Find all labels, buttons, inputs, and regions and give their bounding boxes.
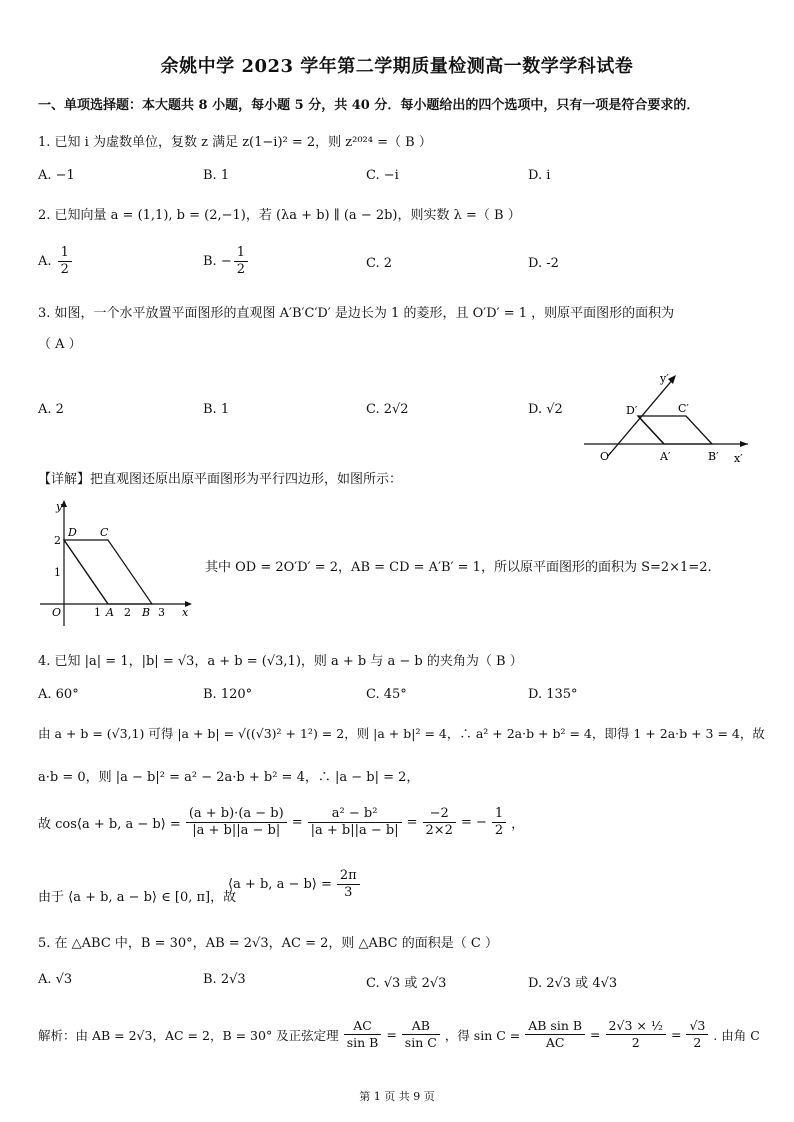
q4-option-c: C. 45° xyxy=(366,687,407,702)
q4-frac-1: $\frac{(a + b)\cdot(a - b)}{|a + b||a - b|}$ xyxy=(186,806,287,839)
fig2-label-c: C xyxy=(100,526,109,539)
question-5-stem: 5. 在 △ABC 中，B = 30°，AB = 2√3，AC = 2，则 △ABC 的面积是（ C ） xyxy=(38,936,498,951)
fig2-xtick-3: 3 xyxy=(158,606,165,619)
question-4-stem: 4. 已知 |a| = 1，|b| = √3，a + b = (√3,1)，则 a + b 与 a − b 的夹角为（ B ） xyxy=(38,654,523,669)
q5-option-c: C. √3 或 2√3 xyxy=(366,976,447,991)
fig2-label-a: A xyxy=(106,606,114,619)
q2-option-b-fraction: $\frac{1}{2}$ xyxy=(234,245,248,278)
question-3-stem: 3. 如图，一个水平放置平面图形的直观图 A′B′C′D′ 是边长为 1 的菱形，且 O′D′ = 1 ，则原平面图形的面积为 xyxy=(38,306,675,321)
q2-option-b-label: B. xyxy=(203,254,217,269)
q2-option-c: C. 2 xyxy=(366,256,393,271)
fig1-label-d: D′ xyxy=(626,404,638,417)
fig1-label-c: C′ xyxy=(678,402,689,415)
q1-option-c: C. −i xyxy=(366,168,399,183)
question-1-stem: 1. 已知 i 为虚数单位，复数 z 满足 z(1−i)² = 2，则 z²⁰²⁴ =（ B ） xyxy=(38,135,432,150)
q5-frac-5: $\frac{√3}{2}$ xyxy=(686,1018,708,1051)
restored-figure xyxy=(38,494,198,628)
question-2-stem: 2. 已知向量 a = (1,1), b = (2,−1)，若 (λa + b) ∥ (a − 2b)，则实数 λ =（ B ） xyxy=(38,208,521,223)
rhombus xyxy=(638,416,712,444)
q3-option-c: C. 2√2 xyxy=(366,402,409,417)
q3-detail: 【详解】把直观图还原出原平面图形为平行四边形，如图所示： xyxy=(38,472,403,487)
q5-frac-4: $\frac{\text{2√3 × ½}}{2}$ xyxy=(606,1018,666,1051)
q4-option-a: A. 60° xyxy=(38,687,79,702)
q4-frac-3: $\frac{-2}{2\times 2}$ xyxy=(423,806,456,839)
q5-explain-b: ，得 sin C = xyxy=(444,1027,521,1043)
fig1-label-y: y′ xyxy=(660,372,669,385)
q2-option-d: D. -2 xyxy=(528,256,559,271)
fig2-label-b: B xyxy=(142,606,151,619)
section-heading: 一、单项选择题：本大题共 8 小题，每小题 5 分，共 40 分．每小题给出的四个选项中，只有一项是符合要求的． xyxy=(38,98,700,113)
q5-eq: = xyxy=(386,1027,397,1042)
q4-frac-2: $\frac{\text{a² − b²}}{|a + b||a - b|}$ xyxy=(308,806,402,839)
fig1-label-b: B′ xyxy=(708,450,719,463)
q4-angle-label: ⟨a + b, a − b⟩ = xyxy=(228,877,332,892)
q2-option-a-label: A. xyxy=(38,254,52,269)
q4-option-d: D. 135° xyxy=(528,687,578,702)
q5-explanation: 解析：由 AB = 2√3，AC = 2，B = 30° 及正弦定理 $\frac{AC}{\text{sin B}}$ = $\frac{AB}{\text{sin C}}$ ，得 sin C = $\frac{\text{AB sin B}}{AC}$ = $\frac{\text{2√3 × ½}}{2}$ = $\frac{√3}{2}$ . 由角 C xyxy=(38,1018,760,1050)
q3-option-b: B. 1 xyxy=(203,402,230,417)
q4-angle-frac: $\frac{2\pi}{3}$ xyxy=(337,868,360,901)
page-footer: 第 1 页 共 9 页 xyxy=(359,1090,435,1103)
q5-frac-3: $\frac{\text{AB sin B}}{AC}$ xyxy=(525,1018,585,1051)
question-3-answer: （ A ） xyxy=(38,337,82,352)
q1-option-a: A. −1 xyxy=(38,168,75,183)
parallelogram xyxy=(64,540,152,604)
q4-line3-tail: ， xyxy=(511,817,525,832)
q1-option-b: B. 1 xyxy=(203,168,230,183)
q5-explain-a: 解析：由 AB = 2√3，AC = 2，B = 30° 及正弦定理 xyxy=(38,1027,339,1043)
q4-option-b: B. 120° xyxy=(203,687,253,702)
fig2-xtick-1: 1 xyxy=(94,606,101,619)
q5-option-b: B. 2√3 xyxy=(203,972,246,987)
q5-option-a: A. √3 xyxy=(38,972,73,987)
q5-frac-2: $\frac{AB}{\text{sin C}}$ xyxy=(402,1018,440,1051)
q2-option-b xyxy=(203,245,250,278)
oblique-figure xyxy=(578,362,754,468)
fig1-label-x: x′ xyxy=(734,452,743,465)
q4-solution-line-4-right xyxy=(228,868,362,901)
q4-solution-line-2: a·b = 0，则 |a − b|² = a² − 2a·b + b² = 4，∴ |a − b| = 2， xyxy=(38,770,420,785)
q2-option-b-sign: − xyxy=(220,254,232,269)
page-title: 余姚中学 2023 学年第二学期质量检测高一数学学科试卷 xyxy=(160,56,634,77)
q4-frac-4: $\frac{1}{2}$ xyxy=(492,806,506,839)
q4-solution-line-4-left: 由于 ⟨a + b, a − b⟩ ∈ [0, π]，故 xyxy=(38,890,237,905)
q4-solution-line-1: 由 a + b = (√3,1) 可得 |a + b| = √((√3)² + 1²) = 2，则 |a + b|² = 4，∴ a² + 2a·b + b² = 4，即得 1 + 2a·b + 3 = 4，故 xyxy=(38,726,765,741)
fig2-label-y: y xyxy=(56,500,63,513)
q5-option-d: D. 2√3 或 4√3 xyxy=(528,976,618,991)
fig2-label-x: x xyxy=(182,606,189,619)
fig2-label-d: D xyxy=(68,526,77,539)
q5-frac-1: $\frac{AC}{\text{sin B}}$ xyxy=(344,1018,382,1051)
fig2-xtick-2: 2 xyxy=(124,606,131,619)
q3-option-a: A. 2 xyxy=(38,402,64,417)
fig1-label-o: O′ xyxy=(600,450,612,463)
fig2-tick-1: 1 xyxy=(54,566,61,579)
q2-option-a xyxy=(38,245,74,278)
q4-cos-label: 故 cos⟨a + b, a − b⟩ = xyxy=(38,817,181,832)
fig2-tick-2: 2 xyxy=(54,534,61,547)
q2-option-a-fraction: $\frac{1}{2}$ xyxy=(58,245,72,278)
fig1-label-a: A′ xyxy=(660,450,671,463)
q4-solution-line-3: 故 cos⟨a + b, a − b⟩ = $\frac{(a + b)\cdot(a - b)}{|a + b||a - b|}$ = $\frac{\text{a² − b²}}{|a + b||a - b|}$ = $\frac{-2}{2\times 2}$ = − $\frac{1}{2}$ ， xyxy=(38,806,525,838)
fig2-label-o: O xyxy=(52,606,62,619)
q5-explain-c: . 由角 C xyxy=(713,1027,760,1043)
q3-option-d: D. √2 xyxy=(528,402,563,417)
q3-explanation: 其中 OD = 2O′D′ = 2，AB = CD = A′B′ = 1，所以原平面图形的面积为 S=2×1=2. xyxy=(205,560,712,575)
q1-option-d: D. i xyxy=(528,168,551,183)
